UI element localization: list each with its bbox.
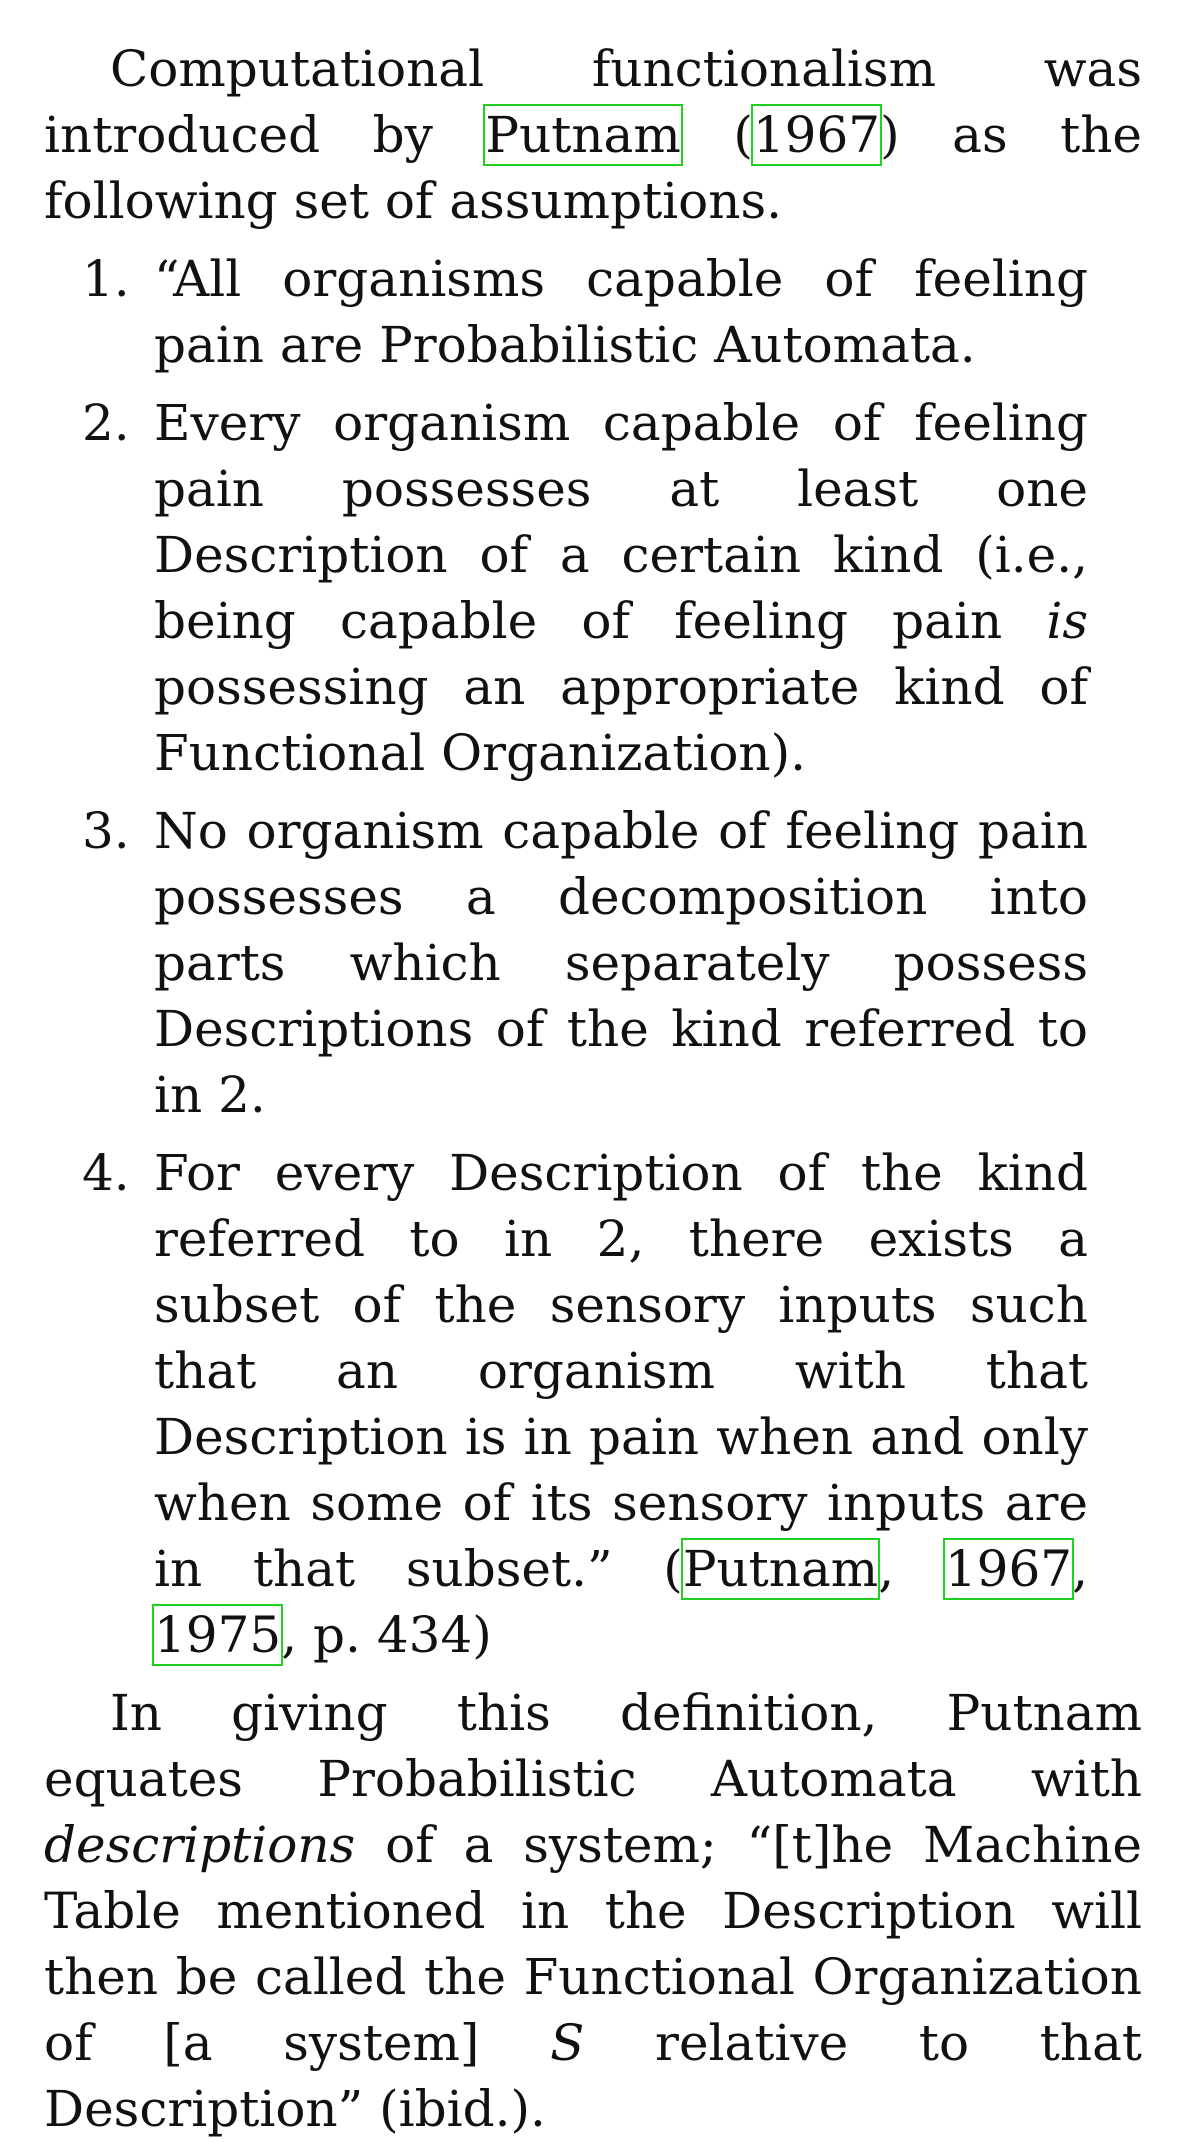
citation-link-1975[interactable]: 1975	[154, 1606, 282, 1664]
closing-text: of a system; “[t]he Machine Table mentioned in the Description will then be called the Functional Organization of [a system]	[44, 1816, 1142, 2072]
citation-link-1967[interactable]: 1967	[752, 106, 881, 164]
citation-link-putnam[interactable]: Putnam	[682, 1540, 879, 1598]
list-item	[44, 1140, 1142, 1668]
intro-text-after: ) as the following set of assumptions.	[44, 106, 1143, 230]
list-item	[44, 798, 1142, 1128]
citation-separator: ,	[1072, 1540, 1088, 1598]
emphasis-text: is	[1046, 592, 1088, 650]
closing-text: relative to that Description” (ibid.).	[44, 2014, 1142, 2138]
intro-text-before: Computational functionalism was introduced by	[44, 40, 1142, 164]
list-item-number: 4.	[82, 1144, 130, 1202]
assumptions-list	[44, 246, 1142, 1668]
list-item-text: possessing an appropriate kind of Functional Organization).	[154, 658, 1088, 782]
closing-text: In giving this definition, Putnam equates Probabilistic Automata with	[44, 1684, 1142, 1808]
emphasis-text: descriptions	[44, 1816, 356, 1874]
citation-link-1967[interactable]: 1967	[944, 1540, 1073, 1598]
math-variable: S	[550, 2014, 585, 2072]
list-item-text: Every organism capable of feeling pain possesses at least one Description of a certain kind (i.e., being capable of feeling pain	[154, 394, 1088, 650]
list-item-number: 2.	[82, 394, 130, 452]
list-item	[44, 390, 1142, 786]
citation-separator: ,	[878, 1540, 945, 1598]
list-item-text: No organism capable of feeling pain possesses a decomposition into parts which separately possess Descriptions of the kind referred to in 2.	[154, 802, 1088, 1124]
document-page	[44, 36, 1142, 2142]
list-item-text: “All organisms capable of feeling pain are Probabilistic Automata.	[154, 250, 1088, 374]
list-item-number: 3.	[82, 802, 130, 860]
citation-link-putnam[interactable]: Putnam	[485, 106, 681, 164]
intro-paragraph	[44, 36, 1142, 234]
closing-paragraph	[44, 1680, 1142, 2142]
intro-text-between: (	[680, 106, 753, 164]
citation-page: , p. 434)	[281, 1606, 492, 1664]
list-item	[44, 246, 1142, 378]
list-item-text: For every Description of the kind referred to in 2, there exists a subset of the sensory inputs such that an organism with that Description is in pain when and only when some of its sensory inputs are in that subset.” (	[154, 1144, 1088, 1598]
list-item-number: 1.	[82, 250, 130, 308]
